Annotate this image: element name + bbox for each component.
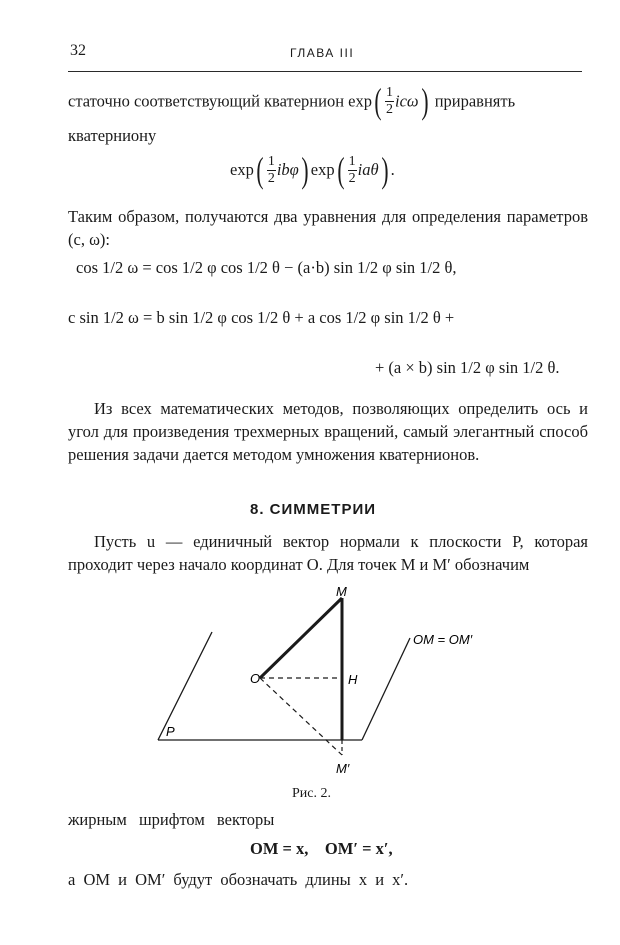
paragraph-4: Пусть u — единичный вектор нормали к плоскости P, которая проходит через начало координат O. Для точек M и M′ обозначим — [68, 532, 588, 574]
chapter-title: ГЛАВА III — [290, 46, 355, 60]
quaternion-product-formula: exp( $\frac{1}{2}$ ibφ) exp( $\frac{1}{2}$ iaθ) . — [230, 150, 395, 190]
label-o: O — [250, 671, 261, 686]
segment-om — [260, 598, 342, 678]
segment-om-prime — [260, 678, 342, 755]
section-heading: 8. СИММЕТРИИ — [250, 501, 377, 518]
page-number: 32 — [70, 42, 86, 59]
paragraph-1-line-2: кватерниону — [68, 126, 157, 145]
symmetry-diagram — [150, 580, 510, 790]
equation-2: c sin 1/2 ω = b sin 1/2 φ cos 1/2 θ + a cos 1/2 φ sin 1/2 θ + — [68, 308, 455, 327]
header-rule — [68, 71, 582, 72]
label-om-equals-om-prime: OM = OM′ — [413, 632, 473, 647]
equation-1: cos 1/2 ω = cos 1/2 φ cos 1/2 θ − (a·b) sin 1/2 φ sin 1/2 θ, — [76, 258, 457, 277]
label-m-prime: M′ — [336, 761, 350, 776]
label-m: M — [336, 584, 347, 599]
paragraph-2: Таким образом, получаются два уравнения для определения параметров (c, ω): — [68, 207, 588, 249]
vector-definitions: OM = x, OM′ = x′, — [250, 839, 393, 858]
equation-3: + (a × b) sin 1/2 φ sin 1/2 θ. — [375, 358, 560, 377]
figure-caption: Рис. 2. — [292, 786, 331, 801]
label-p: P — [166, 724, 175, 739]
paragraph-6: а OM и OM′ будут обозначать длины x и x′. — [68, 870, 409, 889]
label-h: H — [348, 672, 358, 687]
paragraph-1-line-1: статочно соответствующий кватернион exp( $\frac{1}{2}$ icω) приравнять — [68, 81, 516, 121]
paragraph-3: Из всех математических методов, позволяющих определить ось и угол для произведения трехмерных вращений, самый элегантный способ решения задачи дается методом умножения кватернионов. — [68, 399, 588, 464]
plane-right-edge — [362, 638, 410, 740]
paragraph-5: жирным шрифтом векторы — [68, 810, 275, 829]
